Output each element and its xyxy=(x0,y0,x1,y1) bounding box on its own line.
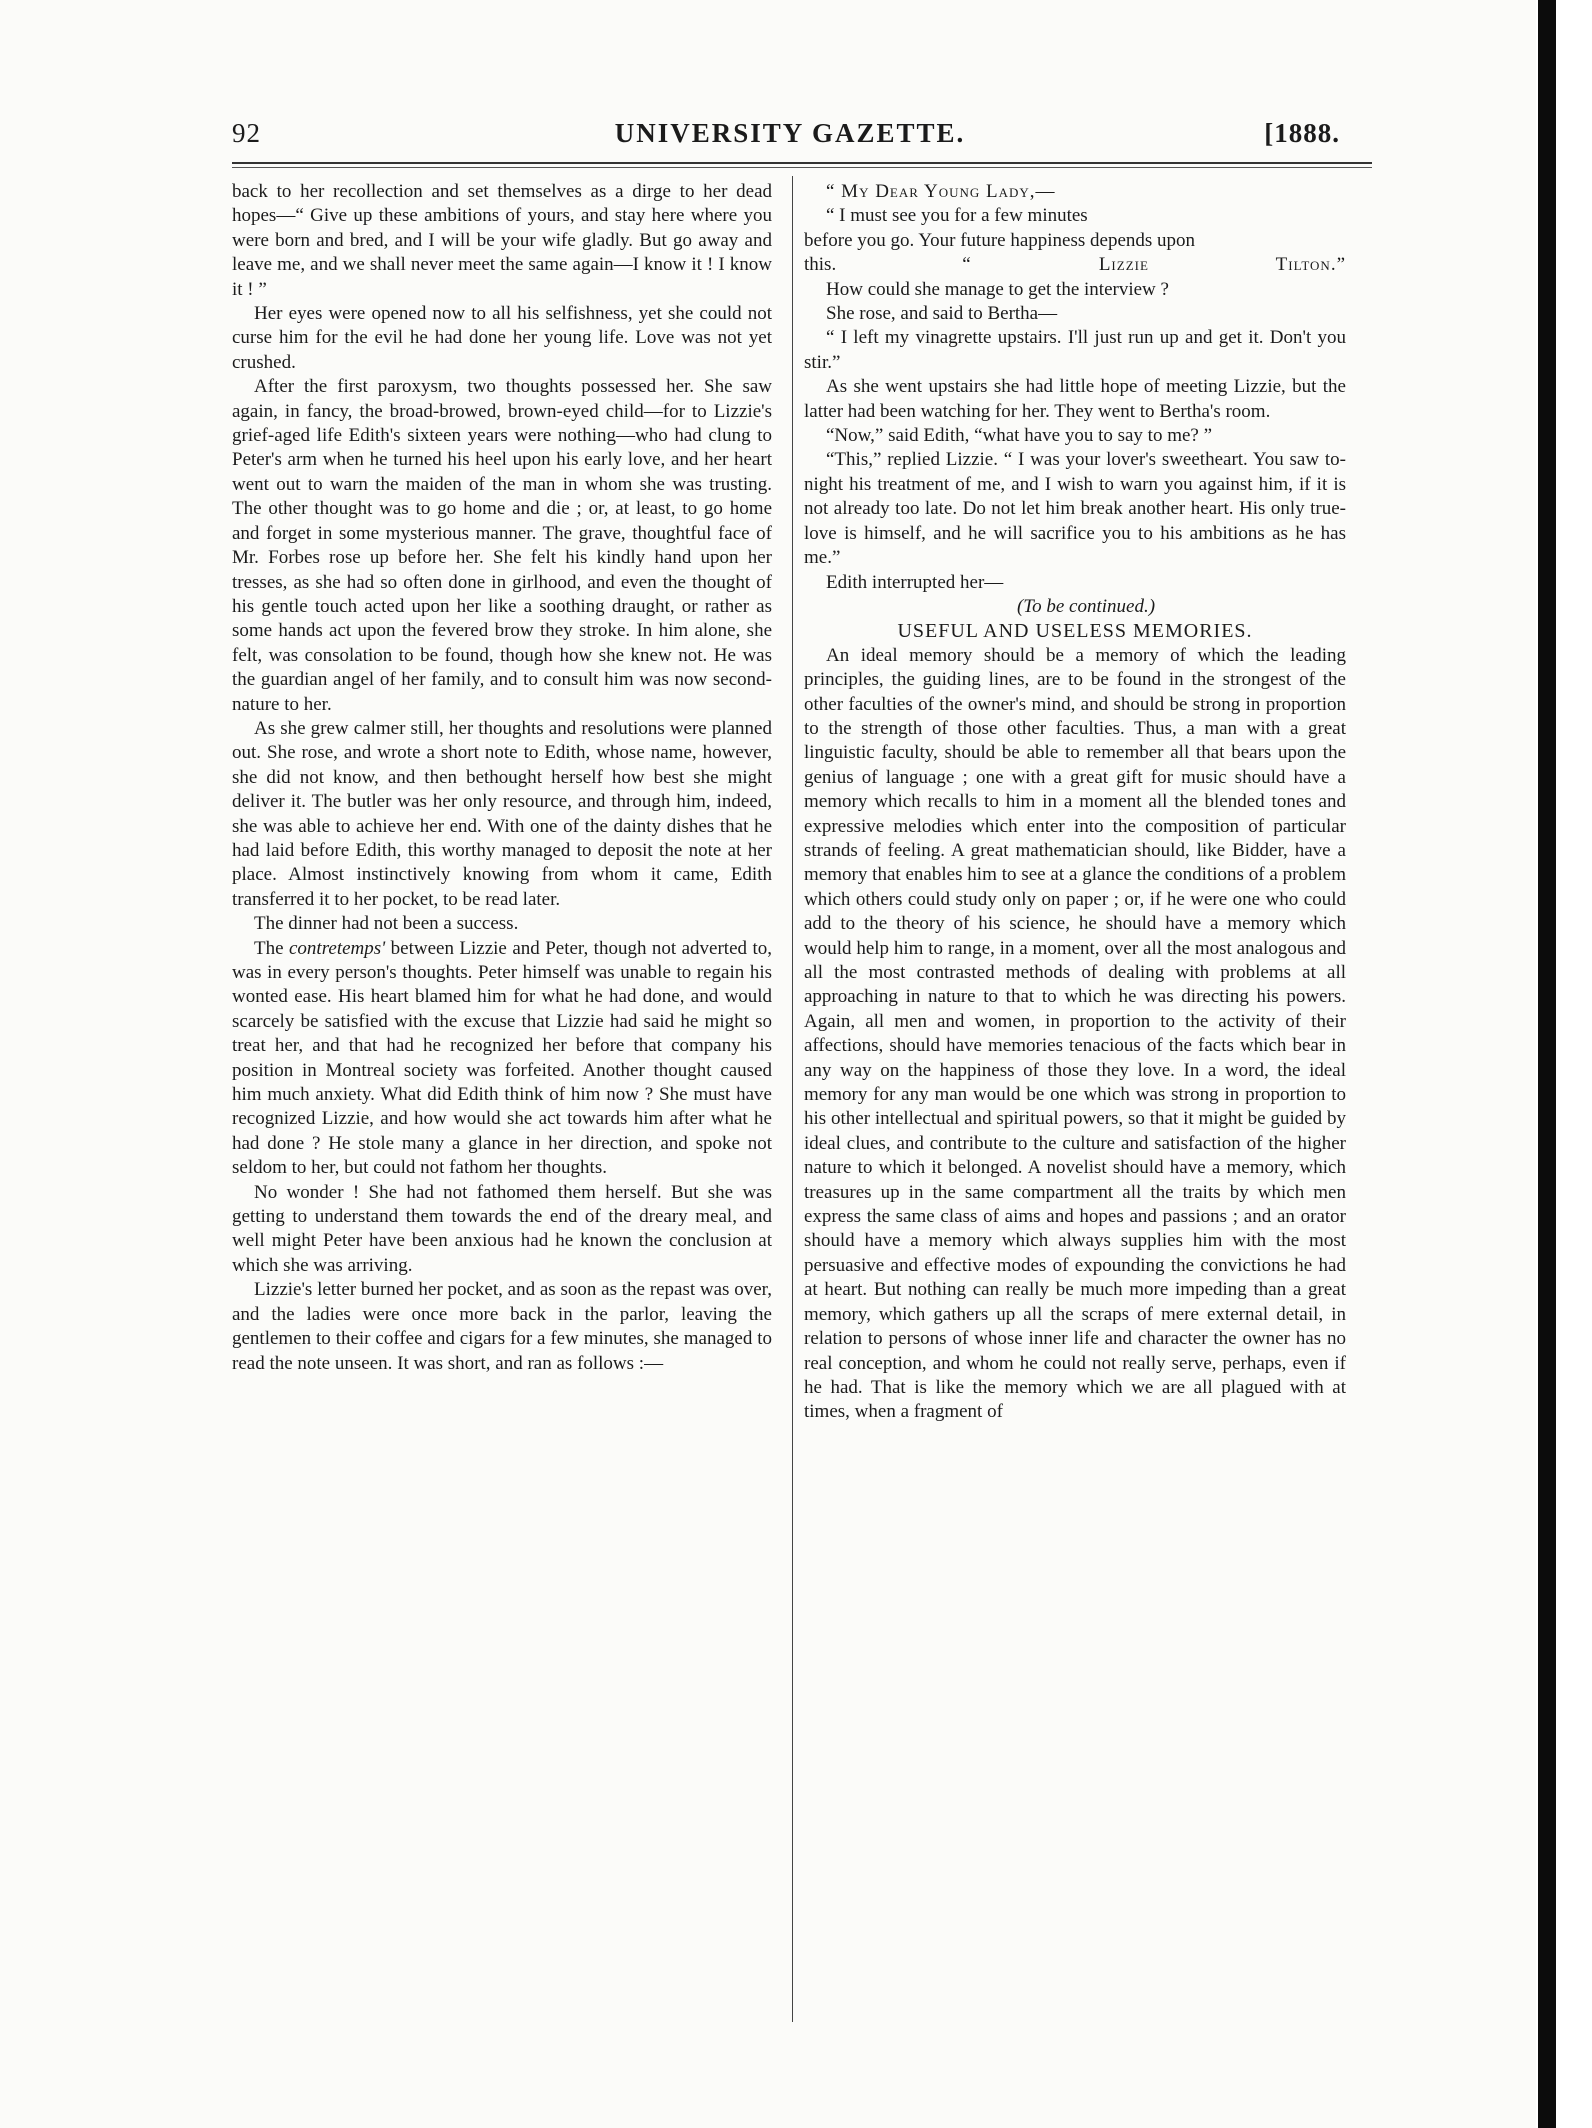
paragraph: “ I left my vinagrette upstairs. I'll just run up and get it. Don't you stir.” xyxy=(804,327,1346,373)
letter-closing-line xyxy=(804,253,1346,277)
essay-paragraph: An ideal memory should be a memory of which the leading principles, the guiding lines, are to be found in the strongest of the other faculties of the owner's mind, and should be strong in proportion to the strength of those other faculties. Thus, a man with a great linguistic faculty, should be able to remember all that bears upon the genius of language ; one with a great gift for music should have a memory which recalls to him in a moment all the blended tones and expressive melodies which enter into the composition of particular strands of feeling. A great mathematician should, like Bidder, have a memory that enables him to see at a glance the conditions of a problem which others could study only on paper ; or, if he were one who could add to the theory of his science, he should have a memory which would help him to range, in a moment, over all the most analogous and all the most contrasted methods of dealing with problems at all approaching in nature to that to which he was directing his powers. Again, all men and women, in proportion to the activity of their affections, should have memories tenacious of the facts which bear in any way on the happiness of those they love. In a word, the ideal memory for any man would be one which was strong in proportion to his other intellectual and spiritual powers, so that it might be guided by ideal clues, and contribute to the culture and satisfaction of the higher nature to which it belonged. A novelist should have a memory, which treasures up in the same compartment all the traits by which men express the same class of aims and hopes and passions ; and an orator should have a memory which always supplies him with the most persuasive and effective modes of expounding the convictions he had at heart. But nothing can really be much more impeding than a great memory, which gathers up all the scraps of mere external detail, in relation to persons of whose inner life and character the owner has no real conception, and whom he could not really serve, perhaps, even if he had. That is like the memory which we are all plagued with at times, when a fragment of xyxy=(804,644,1346,1423)
paragraph: “This,” replied Lizzie. “ I was your lover's sweetheart. You saw to-night his treatment of me, and I wish to warn you against him, if it is not already too late. Do not let him break another heart. His only true-love is himself, and he will sacrifice you to his ambitions as he has me.” xyxy=(804,449,1346,569)
contretemps-prefix: The xyxy=(254,937,289,959)
paragraph: “Now,” said Edith, “what have you to say to me? ” xyxy=(826,425,1213,447)
left-column xyxy=(232,180,772,1376)
column-divider xyxy=(792,176,793,2022)
section-title: USEFUL AND USELESS MEMORIES. xyxy=(897,620,1253,643)
contretemps-rest: between Lizzie and Peter, though not adverted to, was in every person's thoughts. Peter himself was unable to regain his wonted ease. His heart blamed him for what he had done, and would scarcely be satisfied with the excuse that Lizzie had said he might so treat her, and that had he recognized her before that company his position in Montreal society was forfeited. Another thought caused him much anxiety. What did Edith think of him now ? She must have recognized Lizzie, and how would she act towards him after what he had done ? He stole many a glance in her direction, and spoke not seldom to her, but could not fathom her thoughts. xyxy=(232,937,772,1179)
scan-edge-bar xyxy=(1538,0,1556,2128)
page-number: 92 xyxy=(232,118,261,148)
letter-body-second: before you go. Your future happiness depends upon xyxy=(804,229,1196,251)
letter-signature: “ Lizzie Tilton.” xyxy=(962,254,1346,276)
header-rule xyxy=(232,162,1372,164)
paragraph: Her eyes were opened now to all his selfishness, yet she could not curse him for the evil he had done her young life. Love was not yet crushed. xyxy=(232,303,772,373)
letter-this: this. xyxy=(804,254,837,276)
paragraph-contretemps xyxy=(232,937,772,1181)
contretemps-word: contretemps' xyxy=(288,937,386,959)
paragraph: As she grew calmer still, her thoughts and resolutions were planned out. She rose, and wrote a short note to Edith, whose name, however, she did not know, and then bethought herself how best she might deliver it. The butler was her only resource, and through him, indeed, she was able to achieve her end. With one of the dainty dishes that he had laid before Edith, this worthy managed to deposit the note at her place. Almost instinctively knowing from whom it came, Edith transferred it to her pocket, to be read later. xyxy=(232,717,772,910)
issue-year: [1888. xyxy=(1264,118,1340,148)
paragraph: Lizzie's letter burned her pocket, and as soon as the repast was over, and the ladies were once more back in the parlor, leaving the gentlemen to their coffee and cigars for a few minutes, she managed to read the note unseen. It was short, and ran as follows :— xyxy=(232,1279,772,1374)
header-rule-thin xyxy=(232,167,1372,168)
paragraph: Edith interrupted her— xyxy=(826,571,1004,593)
paragraph: How could she manage to get the interview ? xyxy=(826,278,1169,300)
letter-body-first: “ I must see you for a few minutes xyxy=(826,205,1088,227)
to-be-continued: (To be continued.) xyxy=(1016,595,1156,617)
publication-title: UNIVERSITY GAZETTE. xyxy=(614,118,966,148)
paragraph: back to her recollection and set themselves as a dirge to her dead hopes—“ Give up these ambitions of yours, and stay here where you were born and bred, and I will be your wife gladly. But go away and leave me, and we shall never meet the same again—I know it ! I know it ! ” xyxy=(232,181,772,300)
page-header xyxy=(232,112,1348,158)
paragraph: As she went upstairs she had little hope of meeting Lizzie, but the latter had been watching for her. They went to Bertha's room. xyxy=(804,376,1346,422)
letter-salutation: “ My Dear Young Lady,— xyxy=(826,181,1056,202)
paragraph: She rose, and said to Bertha— xyxy=(826,303,1058,325)
paragraph: The dinner had not been a success. xyxy=(254,913,519,935)
paragraph: After the first paroxysm, two thoughts possessed her. She saw again, in fancy, the broad-browed, brown-eyed child—for to Lizzie's grief-aged life Edith's sixteen years were nothing—who had clung to Peter's arm when he turned his heel upon his early love, and her heart went out to warn the maiden of the man in whom she was trusting. The other thought was to go home and die ; or, at least, to go home and forget in some mysterious manner. The grave, thoughtful face of Mr. Forbes rose up before her. She felt his kindly hand upon her tresses, as she had so often done in girlhood, and even the thought of his gentle touch acted upon her like a soothing draught, or rather as some hands act upon the fevered brow they stroke. In him alone, she felt, was consolation to be found, though how she knew not. He was the guardian angel of her family, and to consult him was now second-nature to her. xyxy=(232,376,772,715)
paragraph: No wonder ! She had not fathomed them herself. But she was getting to understand them towards the end of the dreary meal, and well might Peter have been anxious had he known the conclusion at which she was arriving. xyxy=(232,1181,772,1276)
right-column xyxy=(804,180,1346,1425)
